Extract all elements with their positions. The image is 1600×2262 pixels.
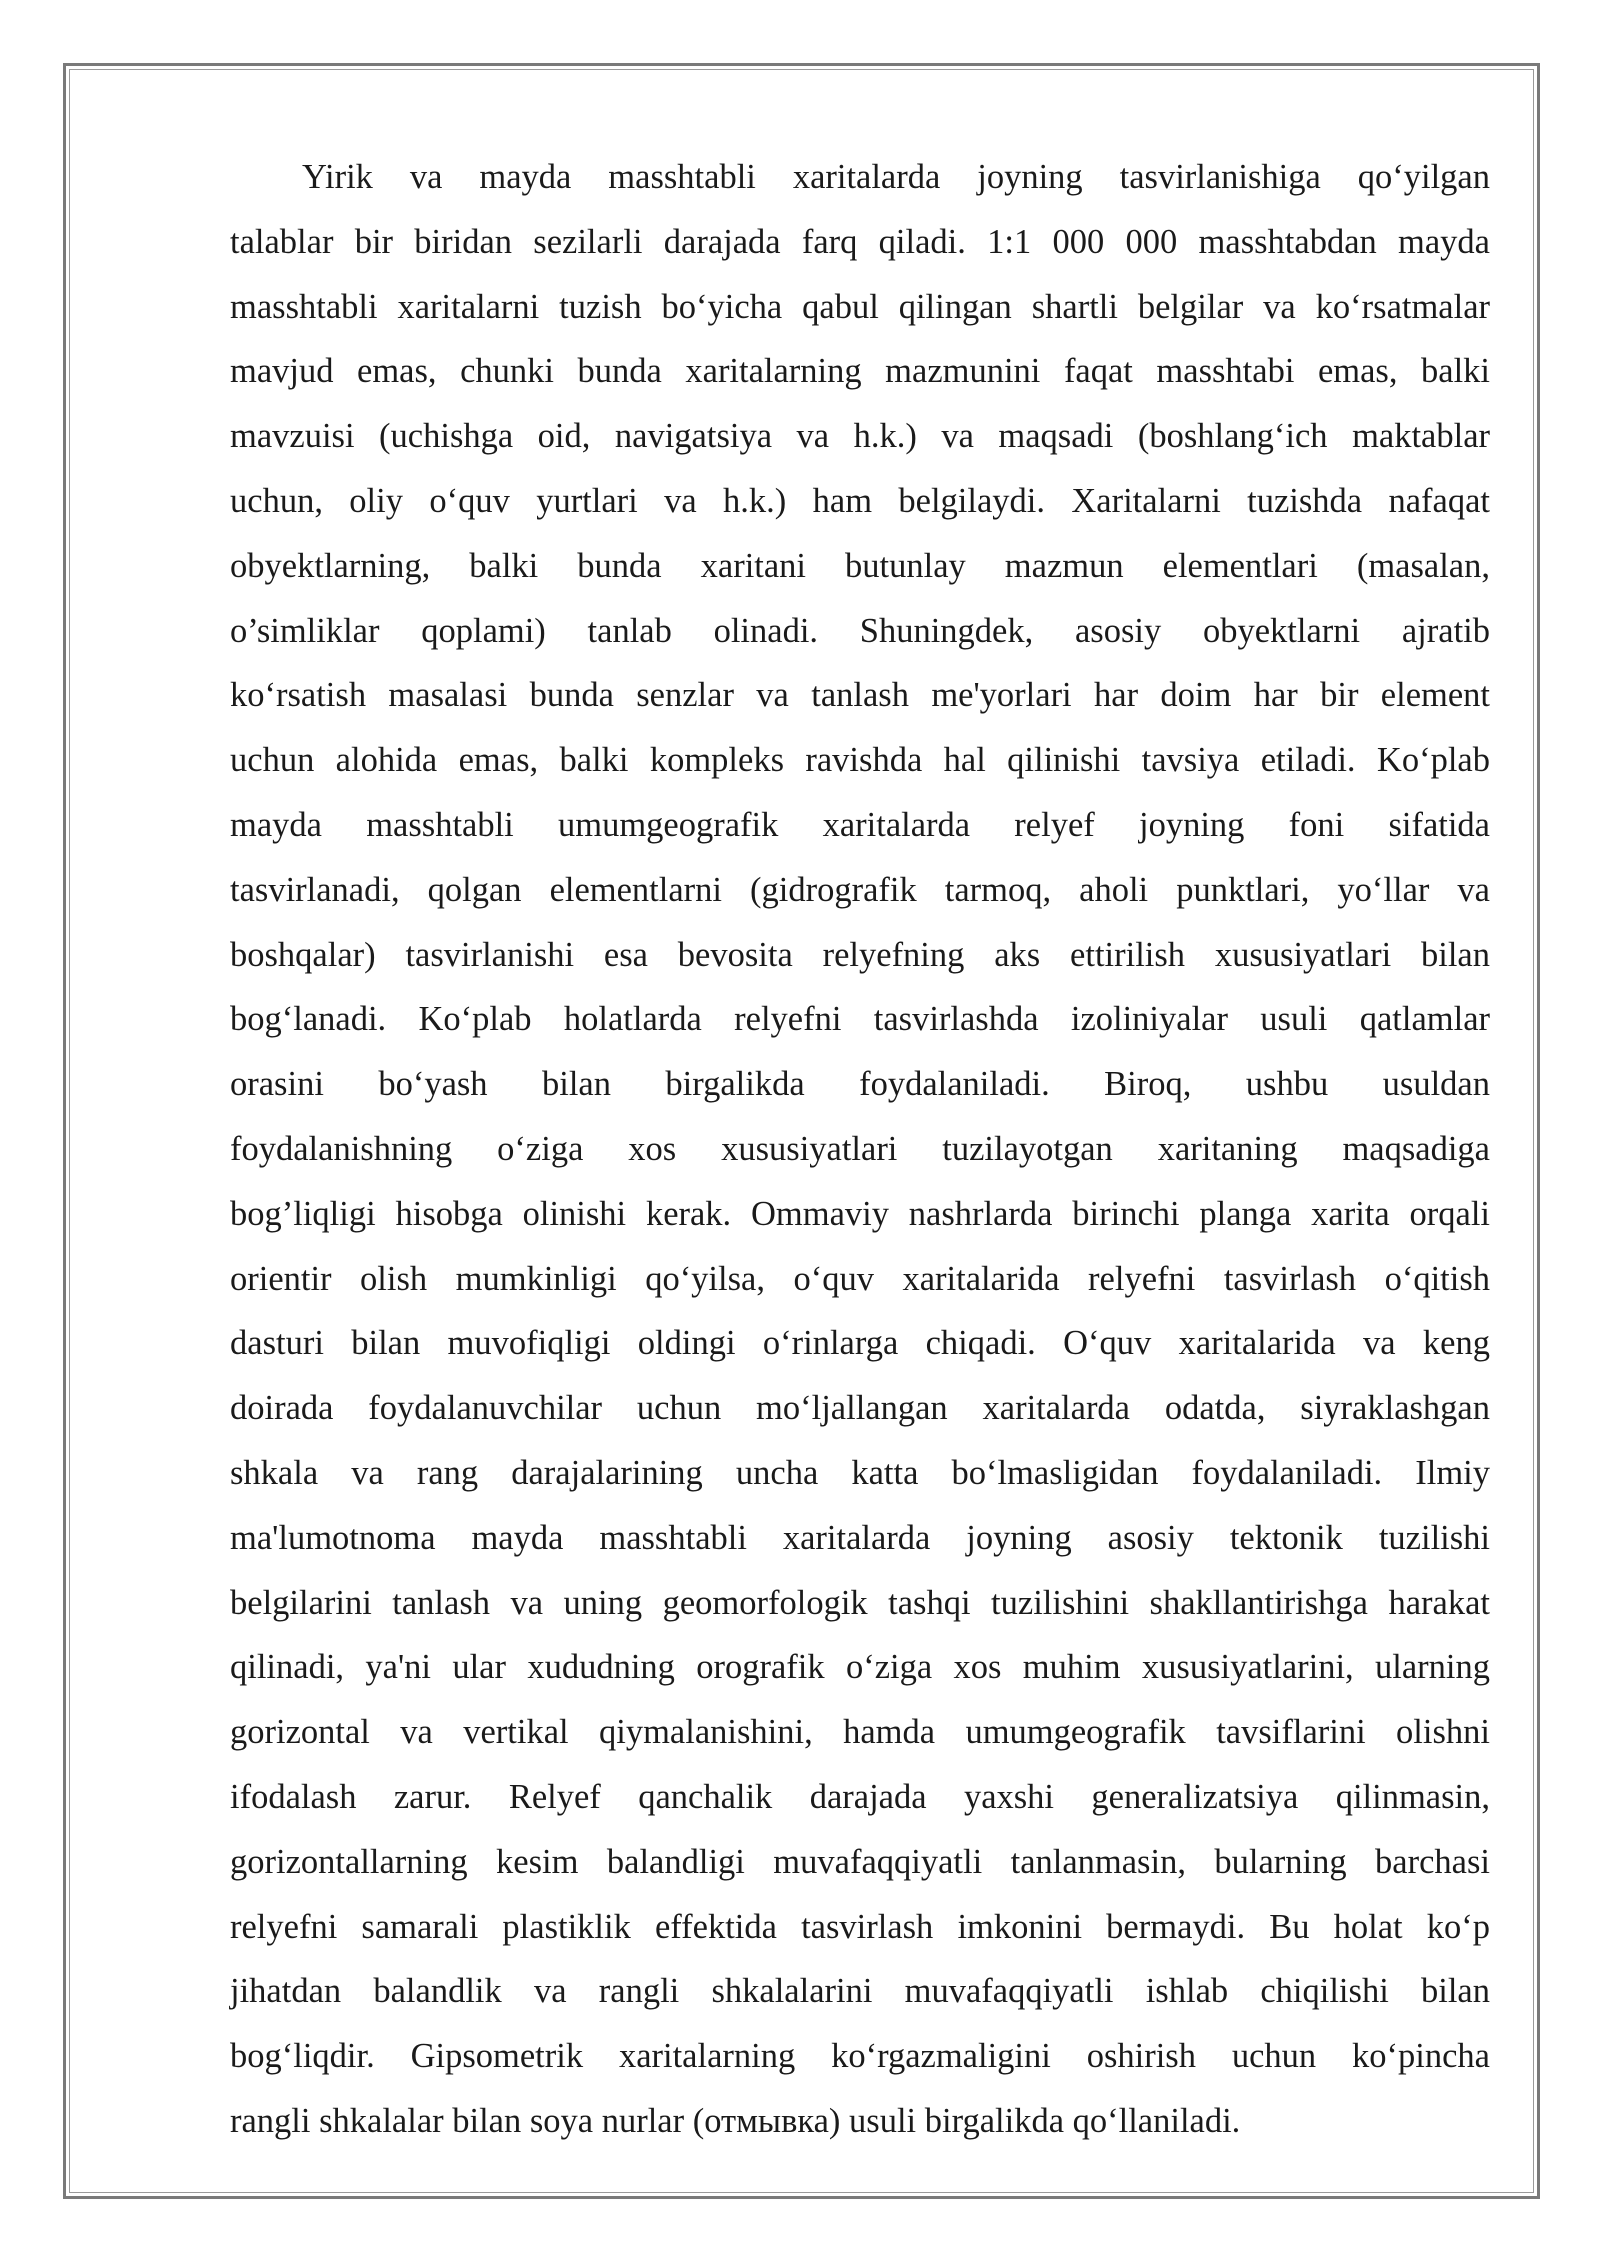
text-line: uchun, oliy o‘quv yurtlari va h.k.) ham belgilaydi. Xaritalarni tuzishda nafaqat [230, 481, 1490, 520]
text-line: talablar bir biridan sezilarli darajada farq qiladi. 1:1 000 000 masshtabdan mayda [230, 222, 1490, 261]
text-line: mavzuisi (uchishga oid, navigatsiya va h.k.) va maqsadi (boshlang‘ich maktablar [230, 417, 1490, 456]
text-line: masshtabli xaritalarni tuzish bo‘yicha qabul qilingan shartli belgilar va ko‘rsatmalar [230, 287, 1490, 326]
text-line: gorizontallarning kesim balandligi muvafaqqiyatli tanlanmasin, bularning barchasi [230, 1842, 1490, 1881]
text-line: gorizontal va vertikal qiymalanishini, hamda umumgeografik tavsiflarini olishni [230, 1713, 1490, 1752]
text-line: tasvirlanadi, qolgan elementlarni (gidrografik tarmoq, aholi punktlari, yo‘llar va [230, 870, 1490, 909]
text-line: relyefni samarali plastiklik effektida tasvirlash imkonini bermaydi. Bu holat ko‘p [230, 1907, 1490, 1946]
text-line: belgilarini tanlash va uning geomorfologik tashqi tuzilishini shakllantirishga harakat [230, 1583, 1490, 1622]
text-line: uchun alohida emas, balki kompleks ravishda hal qilinishi tavsiya etiladi. Ko‘plab [230, 741, 1490, 780]
text-line: ko‘rsatish masalasi bunda senzlar va tanlash me'yorlari har doim har bir element [230, 676, 1490, 715]
text-line: mayda masshtabli umumgeografik xaritalarda relyef joyning foni sifatida [230, 805, 1490, 844]
text-line: boshqalar) tasvirlanishi esa bevosita relyefning aks ettirilish xususiyatlari bilan [230, 935, 1490, 974]
text-line: orasini bo‘yash bilan birgalikda foydalaniladi. Biroq, ushbu usuldan [230, 1065, 1490, 1104]
text-line: dasturi bilan muvofiqligi oldingi o‘rinlarga chiqadi. O‘quv xaritalarida va keng [230, 1324, 1490, 1363]
text-line: bog‘lanadi. Ko‘plab holatlarda relyefni tasvirlashda izoliniyalar usuli qatlamlar [230, 1000, 1490, 1039]
text-line: bog‘liqdir. Gipsometrik xaritalarning ko‘rgazmaligini oshirish uchun ko‘pincha [230, 2037, 1490, 2076]
text-line: foydalanishning o‘ziga xos xususiyatlari tuzilayotgan xaritaning maqsadiga [230, 1129, 1490, 1168]
text-line: mavjud emas, chunki bunda xaritalarning mazmunini faqat masshtabi emas, balki [230, 352, 1490, 391]
text-line: bog’liqligi hisobga olinishi kerak. Ommaviy nashrlarda birinchi planga xarita orqali [230, 1194, 1490, 1233]
text-line: o’simliklar qoplami) tanlab olinadi. Shuningdek, asosiy obyektlarni ajratib [230, 611, 1490, 650]
text-line: ma'lumotnoma mayda masshtabli xaritalarda joyning asosiy tektonik tuzilishi [230, 1518, 1490, 1557]
paragraph [230, 145, 1490, 2154]
text-line: ifodalash zarur. Relyef qanchalik darajada yaxshi generalizatsiya qilinmasin, [230, 1777, 1490, 1816]
text-line: doirada foydalanuvchilar uchun mo‘ljallangan xaritalarda odatda, siyraklashgan [230, 1389, 1490, 1428]
text-line: rangli shkalalar bilan soya nurlar (отмывка) usuli birgalikda qo‘llaniladi. [230, 2101, 1241, 2140]
text-line: qilinadi, ya'ni ular xududning orografik o‘ziga xos muhim xususiyatlarini, ularning [230, 1648, 1490, 1687]
text-line: obyektlarning, balki bunda xaritani butunlay mazmun elementlari (masalan, [230, 546, 1490, 585]
text-line: jihatdan balandlik va rangli shkalalarini muvafaqqiyatli ishlab chiqilishi bilan [230, 1972, 1490, 2011]
text-line: orientir olish mumkinligi qo‘yilsa, o‘quv xaritalarida relyefni tasvirlash o‘qitish [230, 1259, 1490, 1298]
text-line: Yirik va mayda masshtabli xaritalarda joyning tasvirlanishiga qo‘yilgan [302, 158, 1490, 196]
document-body [230, 145, 1490, 2154]
text-line: shkala va rang darajalarining uncha katta bo‘lmasligidan foydalaniladi. Ilmiy [230, 1453, 1490, 1492]
